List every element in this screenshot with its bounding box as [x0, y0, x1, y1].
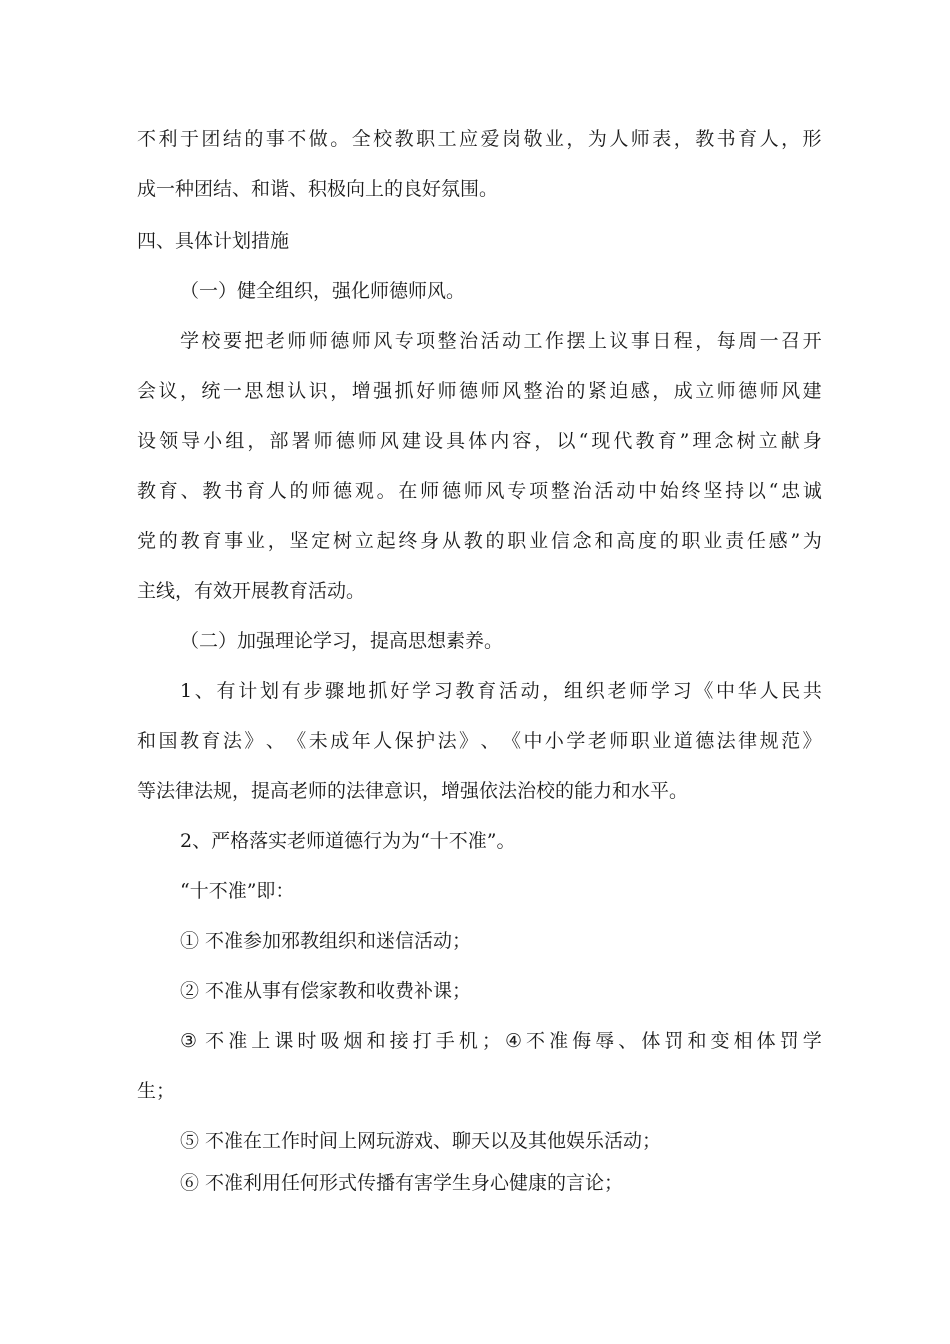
body-line: 主线，有效开展教育活动。 — [137, 580, 366, 602]
list-item: ② 不准从事有偿家教和收费补课； — [180, 980, 472, 1002]
list-item: ① 不准参加邪教组织和迷信活动； — [180, 930, 472, 952]
body-line: 教 育 、 教 书 育 人 的 师 德 观 。 在 师 德 师 风 专 项 整 治 活 动 中 始 终 坚 持 以 “ 忠 诚 — [137, 480, 822, 502]
body-line: 设 领 导 小 组 ， 部 署 师 德 师 风 建 设 具 体 内 容 ， 以 “ 现 代 教 育 ” 理 念 树 立 献 身 — [137, 430, 822, 452]
list-item: ⑥ 不准利用任何形式传播有害学生身心健康的言论； — [180, 1172, 624, 1194]
list-intro: “十不准”即： — [180, 880, 295, 902]
subsection-heading: （二）加强理论学习，提高思想素养。 — [180, 630, 504, 652]
list-intro: 2、严格落实老师道德行为为“十不准”。 — [180, 830, 516, 852]
body-line: 会 议 ， 统 一 思 想 认 识 ， 增 强 抓 好 师 德 师 风 整 治 的 紧 迫 感 ， 成 立 师 德 师 风 建 — [137, 380, 822, 402]
body-line: 和 国 教 育 法 》 、 《 未 成 年 人 保 护 法 》 、 《 中 小 学 老 师 职 业 道 德 法 律 规 范 》 — [137, 730, 822, 752]
subsection-heading: （一）健全组织，强化师德师风。 — [180, 280, 466, 302]
list-item-continuation: 生； — [137, 1080, 176, 1102]
body-line: 学 校 要 把 老 师 师 德 师 风 专 项 整 治 活 动 工 作 摆 上 议 事 日 程 ， 每 周 一 召 开 — [180, 330, 822, 352]
section-heading: 四、具体计划措施 — [137, 230, 290, 252]
list-item: ⑤ 不准在工作时间上网玩游戏、聊天以及其他娱乐活动； — [180, 1130, 662, 1152]
body-line: 党 的 教 育 事 业 ， 坚 定 树 立 起 终 身 从 教 的 职 业 信 念 和 高 度 的 职 业 责 任 感 ” 为 — [137, 530, 822, 552]
body-line: 不 利 于 团 结 的 事 不 做 。 全 校 教 职 工 应 爱 岗 敬 业 ， 为 人 师 表 ， 教 书 育 人 ， 形 — [137, 128, 822, 150]
body-line: 等法律法规，提高老师的法律意识，增强依法治校的能力和水平。 — [137, 780, 689, 802]
body-line: 成一种团结、和谐、积极向上的良好氛围。 — [137, 178, 499, 200]
body-line: 1 、 有 计 划 有 步 骤 地 抓 好 学 习 教 育 活 动 ， 组 织 老 师 学 习 《 中 华 人 民 共 — [180, 680, 822, 702]
list-item: ③ 不 准 上 课 时 吸 烟 和 接 打 手 机 ； ④ 不 准 侮 辱 、 体 罚 和 变 相 体 罚 学 — [180, 1030, 822, 1052]
